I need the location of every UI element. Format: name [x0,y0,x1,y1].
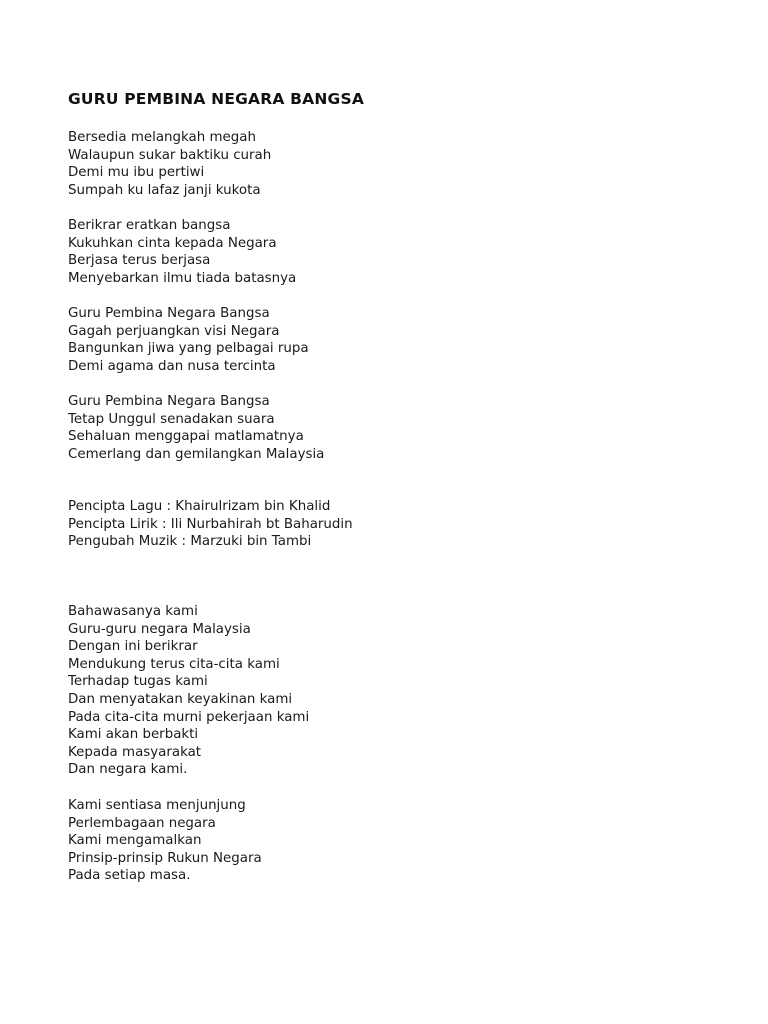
credits [68,498,353,551]
verse-line: Kukuhkan cinta kepada Negara [68,235,277,251]
verse-4 [68,393,324,463]
credit-line: Pencipta Lirik : Ili Nurbahirah bt Baharudin [68,516,353,532]
verse-line: Sumpah ku lafaz janji kukota [68,182,261,198]
document-title: GURU PEMBINA NEGARA BANGSA [68,90,365,108]
verse-line: Gagah perjuangkan visi Negara [68,323,280,339]
verse-line: Bersedia melangkah megah [68,130,256,145]
credit-line: Pencipta Lagu : Khairulrizam bin Khalid [68,499,331,514]
verse-line: Bangunkan jiwa yang pelbagai rupa [68,341,309,357]
pledge-line: Dan menyatakan keyakinan kami [68,691,293,707]
verse-line: Demi agama dan nusa tercinta [68,358,276,374]
verse-line: Walaupun sukar baktiku curah [68,147,272,163]
verse-line: Menyebarkan ilmu tiada batasnya [68,270,297,286]
verse-2 [68,217,296,287]
pledge-line: Dengan ini berikrar [68,639,198,655]
pledge-line: Kami sentiasa menjunjung [68,798,246,813]
pledge-line: Guru-guru negara Malaysia [68,621,251,637]
verse-3 [68,305,309,375]
pledge-line: Kepada masyarakat [68,744,202,760]
verse-line: Berjasa terus berjasa [68,253,211,269]
pledge-line: Mendukung terus cita-cita kami [68,656,280,672]
verse-1 [68,129,271,199]
verse-line: Demi mu ibu pertiwi [68,165,205,181]
verse-line: Cemerlang dan gemilangkan Malaysia [68,446,325,462]
pledge-line: Pada setiap masa. [68,868,191,884]
pledge-line: Bahawasanya kami [68,604,198,619]
verse-line: Guru Pembina Negara Bangsa [68,306,270,321]
verse-line: Guru Pembina Negara Bangsa [68,394,270,409]
pledge-line: Pada cita-cita murni pekerjaan kami [68,709,310,725]
pledge-2 [68,797,262,885]
verse-line: Tetap Unggul senadakan suara [68,411,275,427]
pledge-line: Kami mengamalkan [68,833,202,849]
pledge-line: Prinsip-prinsip Rukun Negara [68,850,262,866]
pledge-line: Perlembagaan negara [68,815,216,831]
pledge-line: Kami akan berbakti [68,727,199,743]
verse-line: Sehaluan menggapai matlamatnya [68,429,304,445]
pledge-1 [68,603,309,779]
credit-line: Pengubah Muzik : Marzuki bin Tambi [68,534,312,550]
verse-line: Berikrar eratkan bangsa [68,218,231,233]
pledge-line: Terhadap tugas kami [68,674,208,690]
pledge-line: Dan negara kami. [68,762,188,778]
